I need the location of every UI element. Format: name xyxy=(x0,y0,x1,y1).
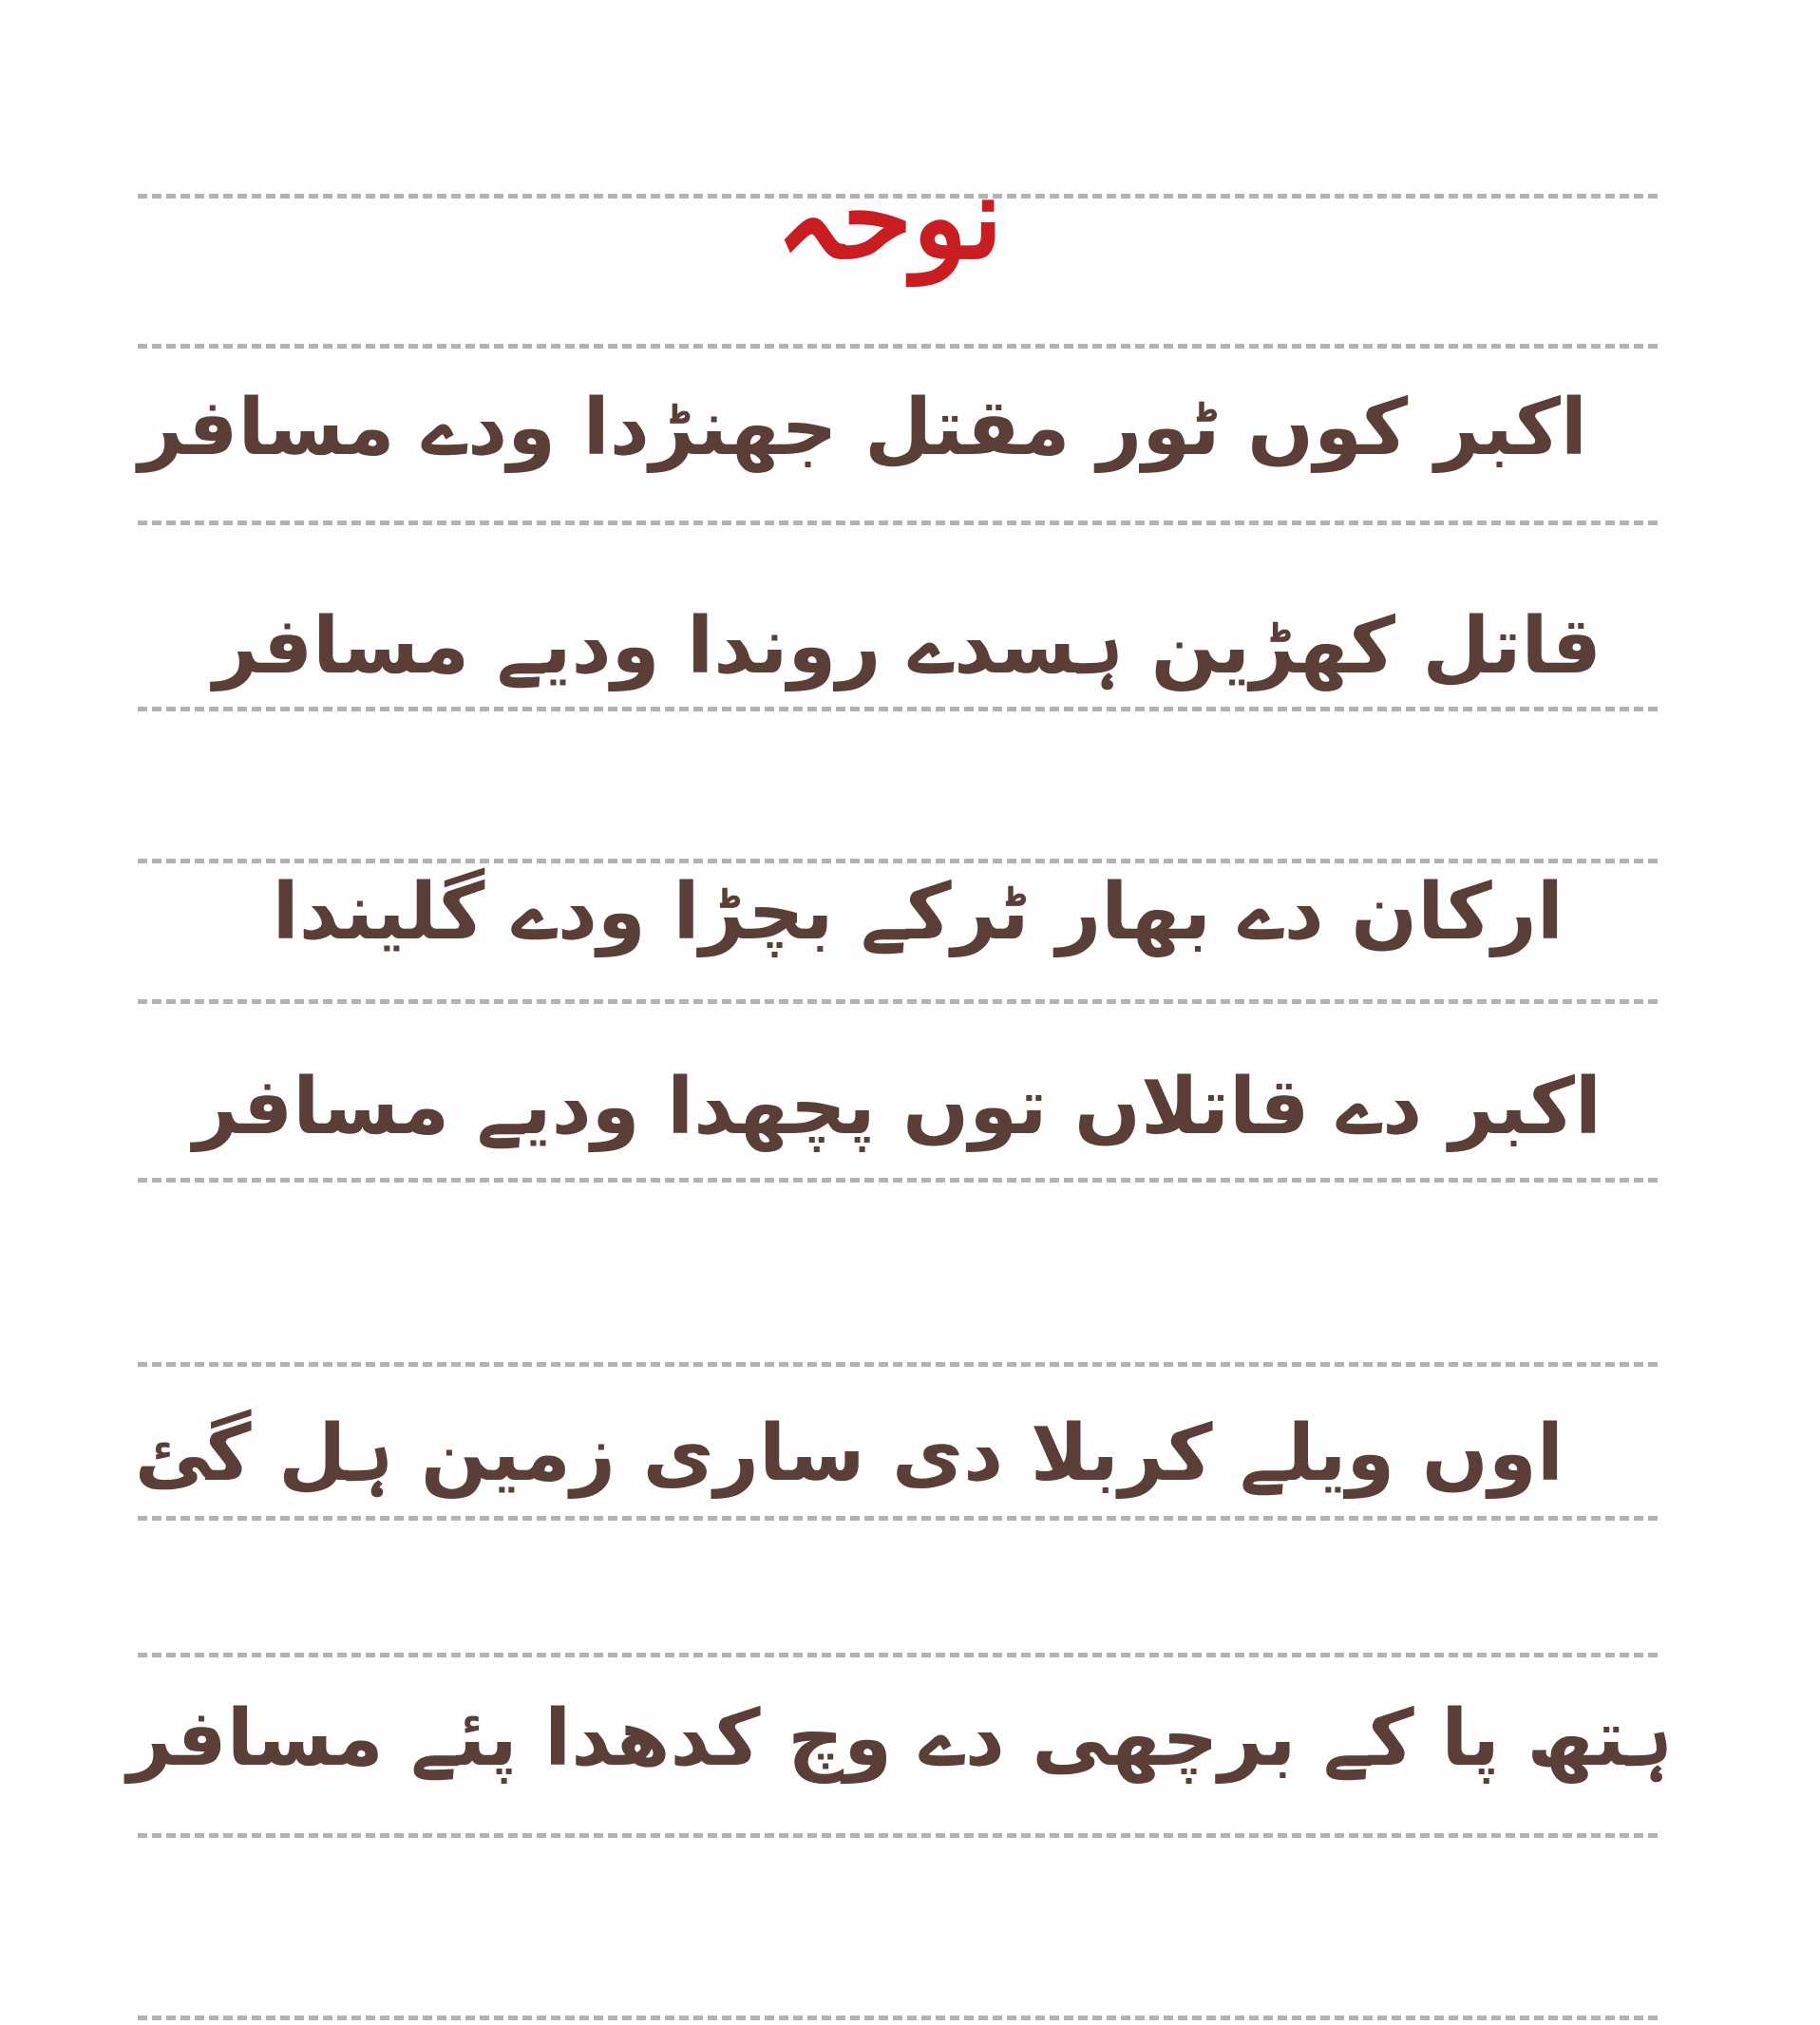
verse-line-1: اکبر کوں ٹور مقتل جھنڑدا ودے مسافر xyxy=(138,383,1587,473)
ruled-line xyxy=(138,520,1658,525)
verse-line-2: قاتل کھڑین ہسدے روندا ودیے مسافر xyxy=(213,601,1602,691)
ruled-line xyxy=(138,1516,1658,1521)
ruled-line xyxy=(138,999,1658,1004)
page-title: نوحہ xyxy=(775,151,1003,285)
verse-line-3: ارکان دے بھار ٹرکے بچڑا ودے گلیندا xyxy=(272,867,1564,957)
ruled-line xyxy=(138,859,1658,863)
ruled-line xyxy=(138,1833,1658,1838)
ruled-line xyxy=(138,2016,1658,2020)
verse-line-6: ہتھ پا کے برچھی دے وچ کدھدا پئے مسافر xyxy=(127,1694,1673,1784)
verse-line-5: اوں ویلے کربلا دی ساری زمین ہل گئ xyxy=(134,1409,1564,1499)
ruled-line xyxy=(138,1362,1658,1367)
verse-line-4: اکبر دے قاتلاں توں پچھدا ودیے مسافر xyxy=(193,1062,1602,1152)
ruled-line xyxy=(138,1653,1658,1657)
ruled-line xyxy=(138,344,1658,349)
ruled-line xyxy=(138,1178,1658,1183)
ruled-line xyxy=(138,707,1658,711)
